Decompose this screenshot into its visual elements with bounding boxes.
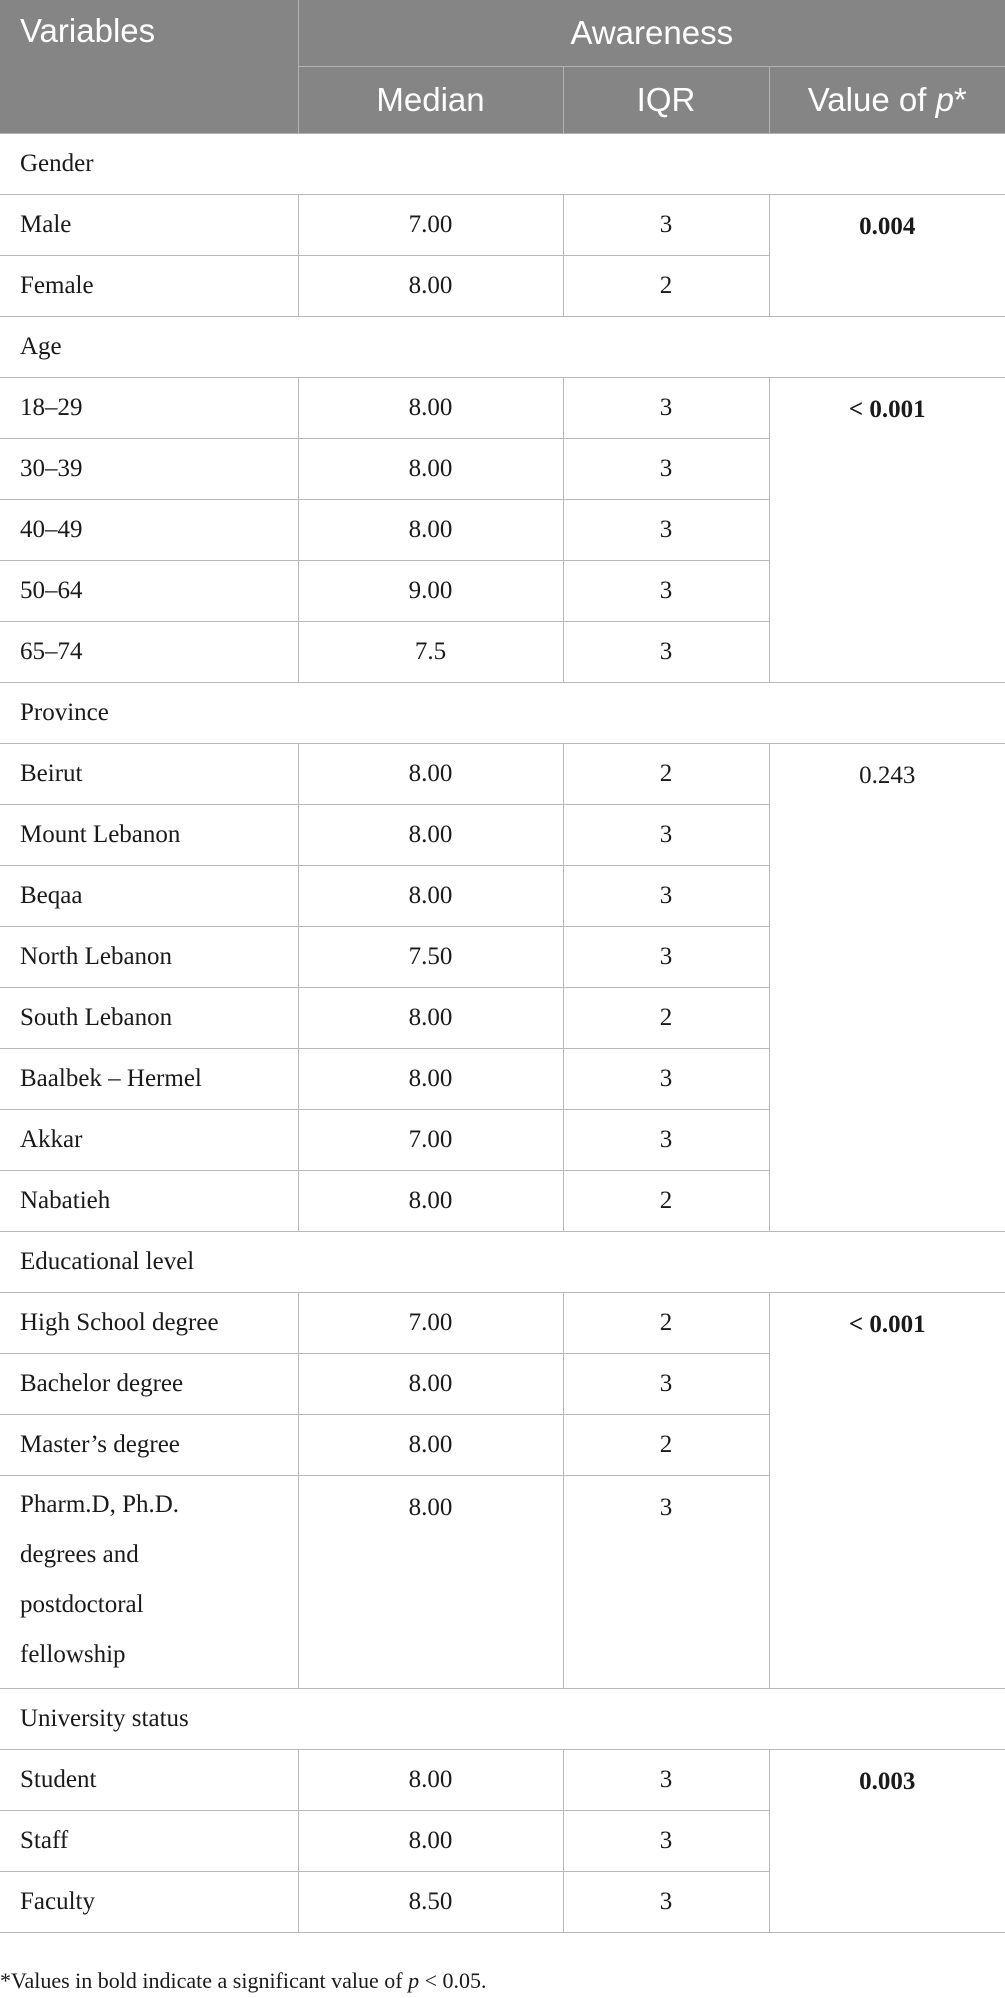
row-median: 7.00	[298, 1293, 563, 1354]
row-median: 7.00	[298, 195, 563, 256]
row-median: 8.00	[298, 439, 563, 500]
row-iqr: 3	[563, 195, 769, 256]
table-row	[0, 195, 1005, 256]
group-label: Educational level	[0, 1232, 1005, 1293]
row-median: 8.00	[298, 500, 563, 561]
row-iqr: 3	[563, 378, 769, 439]
row-iqr: 3	[563, 622, 769, 683]
row-variable: Nabatieh	[0, 1171, 298, 1232]
row-iqr: 3	[563, 927, 769, 988]
group-label: University status	[0, 1689, 1005, 1750]
header-variables: Variables	[0, 0, 298, 134]
group-row	[0, 317, 1005, 378]
row-variable: Faculty	[0, 1872, 298, 1933]
row-variable	[0, 1476, 298, 1689]
group-label: Gender	[0, 134, 1005, 195]
row-variable-line: postdoctoral	[20, 1591, 144, 1618]
row-variable: 40–49	[0, 500, 298, 561]
row-variable-line: fellowship	[20, 1641, 126, 1668]
group-row	[0, 683, 1005, 744]
row-variable: Bachelor degree	[0, 1354, 298, 1415]
group-label: Province	[0, 683, 1005, 744]
row-variable: 65–74	[0, 622, 298, 683]
row-iqr: 3	[563, 1811, 769, 1872]
footnote-prefix: *Values in bold indicate a significant value of	[0, 1968, 409, 1993]
row-median: 8.00	[298, 256, 563, 317]
row-iqr: 3	[563, 866, 769, 927]
row-variable: Beqaa	[0, 866, 298, 927]
table-body	[0, 134, 1005, 1933]
group-row	[0, 134, 1005, 195]
group-label: Age	[0, 317, 1005, 378]
row-iqr: 2	[563, 1171, 769, 1232]
table-row	[0, 744, 1005, 805]
row-iqr: 3	[563, 1110, 769, 1171]
table-row	[0, 1750, 1005, 1811]
row-median: 8.00	[298, 1811, 563, 1872]
group-pvalue: 0.243	[769, 744, 1005, 1232]
row-iqr: 3	[563, 1750, 769, 1811]
row-median: 7.5	[298, 622, 563, 683]
row-variable: Staff	[0, 1811, 298, 1872]
footnote-p: p	[408, 1968, 420, 1993]
row-median: 8.00	[298, 988, 563, 1049]
row-variable: 50–64	[0, 561, 298, 622]
row-variable: Female	[0, 256, 298, 317]
row-variable: Mount Lebanon	[0, 805, 298, 866]
row-variable: North Lebanon	[0, 927, 298, 988]
row-iqr: 3	[563, 439, 769, 500]
group-pvalue: < 0.001	[769, 378, 1005, 683]
row-iqr: 3	[563, 1049, 769, 1110]
row-variable: 30–39	[0, 439, 298, 500]
row-median: 9.00	[298, 561, 563, 622]
row-median: 7.50	[298, 927, 563, 988]
row-median: 8.00	[298, 1415, 563, 1476]
table-row	[0, 378, 1005, 439]
header-awareness: Awareness	[298, 0, 1005, 67]
table-header	[0, 0, 1005, 134]
row-variable: Male	[0, 195, 298, 256]
row-iqr: 2	[563, 256, 769, 317]
row-variable: Beirut	[0, 744, 298, 805]
row-iqr: 2	[563, 1415, 769, 1476]
row-iqr: 3	[563, 1476, 769, 1689]
group-row	[0, 1232, 1005, 1293]
group-pvalue: 0.004	[769, 195, 1005, 317]
row-iqr: 2	[563, 744, 769, 805]
row-iqr: 3	[563, 805, 769, 866]
row-iqr: 2	[563, 988, 769, 1049]
row-variable: South Lebanon	[0, 988, 298, 1049]
row-median: 8.00	[298, 744, 563, 805]
row-median: 8.00	[298, 1750, 563, 1811]
header-pvalue-suffix: *	[953, 81, 967, 118]
table-row	[0, 1293, 1005, 1354]
header-median: Median	[298, 67, 563, 134]
row-variable: Baalbek – Hermel	[0, 1049, 298, 1110]
row-median: 8.00	[298, 1049, 563, 1110]
row-median: 8.00	[298, 1476, 563, 1689]
row-iqr: 2	[563, 1293, 769, 1354]
footnote	[0, 1968, 487, 1994]
row-median: 8.50	[298, 1872, 563, 1933]
row-median: 8.00	[298, 805, 563, 866]
row-median: 8.00	[298, 1354, 563, 1415]
row-iqr: 3	[563, 1354, 769, 1415]
row-variable: Akkar	[0, 1110, 298, 1171]
group-pvalue: 0.003	[769, 1750, 1005, 1933]
row-variable: Student	[0, 1750, 298, 1811]
row-variable: 18–29	[0, 378, 298, 439]
header-pvalue-prefix: Value of	[807, 81, 936, 118]
row-variable-line: degrees and	[20, 1541, 139, 1568]
row-median: 8.00	[298, 1171, 563, 1232]
header-pvalue	[769, 67, 1005, 134]
row-variable-line: Pharm.D, Ph.D.	[20, 1491, 180, 1518]
header-pvalue-p: p	[935, 81, 954, 118]
header-iqr: IQR	[563, 67, 769, 134]
row-variable: Master’s degree	[0, 1415, 298, 1476]
group-row	[0, 1689, 1005, 1750]
row-iqr: 3	[563, 561, 769, 622]
group-pvalue: < 0.001	[769, 1293, 1005, 1689]
row-median: 7.00	[298, 1110, 563, 1171]
row-iqr: 3	[563, 1872, 769, 1933]
row-median: 8.00	[298, 866, 563, 927]
row-median: 8.00	[298, 378, 563, 439]
row-variable: High School degree	[0, 1293, 298, 1354]
row-iqr: 3	[563, 500, 769, 561]
footnote-suffix: < 0.05.	[419, 1968, 487, 1993]
